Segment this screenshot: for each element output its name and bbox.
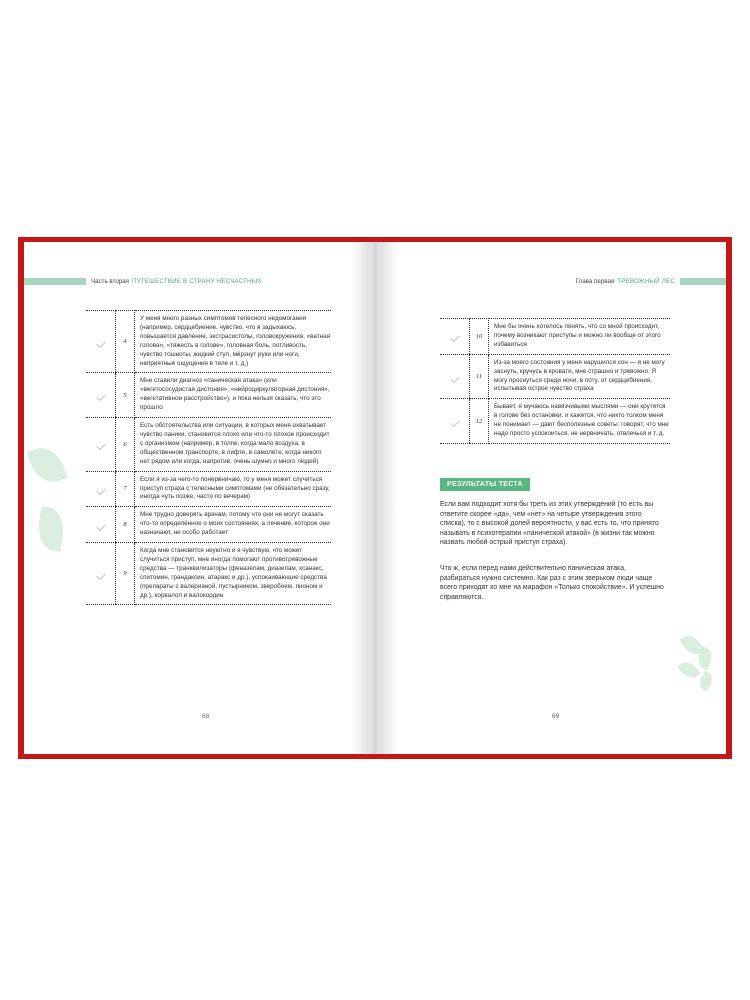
checkbox-cell[interactable] [86, 543, 116, 605]
item-number: 11 [470, 354, 489, 399]
checkmark-icon [450, 418, 459, 427]
checkbox-cell[interactable] [86, 471, 116, 507]
table-row [440, 354, 670, 399]
left-page [24, 242, 370, 754]
checkbox-cell[interactable] [440, 399, 470, 444]
item-statement: У меня много разных симптомов телесного недомогания (например, сердцебиение, чувство, что я задыхаюсь, повышается давление, экстрасистолы, головокружения, «ватная голова», «тяжесть в голове», головная боль, потливость, чувство тошноты, жидкий стул, мёрзнут руки или ноги, неприятные ощущения в теле и т. д.) [135, 311, 332, 373]
checkmark-icon [450, 333, 459, 342]
item-number: 12 [470, 399, 489, 444]
book-spine [370, 242, 380, 754]
results-paragraph-1: Если вам подходит хотя бы треть из этих утверждений (то есть вы ответите скорее «да», чем «нет» на четыре утверждения этого списка), то с высокой долей вероятности, у вас есть то, что принято называть в психотерапии «панической атакой» (в жизни так можно назвать любой острый приступ страха). [440, 501, 659, 547]
right-page [380, 242, 726, 754]
left-running-header [24, 276, 262, 287]
table-row [86, 373, 331, 418]
item-number: 4 [116, 311, 135, 373]
table-row [440, 399, 670, 444]
test-results-badge: РЕЗУЛЬТАТЫ ТЕСТА [440, 478, 530, 491]
checkbox-cell[interactable] [440, 354, 470, 399]
checkmark-icon [96, 392, 105, 401]
right-header-title: ТРЕВОЖНЫЙ ЛЕС [617, 278, 675, 285]
book-spread [18, 237, 732, 759]
checkbox-cell[interactable] [86, 507, 116, 543]
left-header-section: Часть вторая [91, 278, 130, 285]
checkmark-icon [96, 522, 105, 531]
item-statement: Бывает, я мучаюсь навязчивыми мыслями — они крутятся в голове без остановки, и кажется, что никто толком меня не понимает — дают бесполезные советы: говорят, что мне надо просто успокоиться, не нервничать, отвлечься и т. д. [489, 399, 671, 444]
item-number: 8 [116, 507, 135, 543]
item-statement: Мне ставили диагноз «паническая атака» (или «вегетососудистая дистония», «нейроциркуляторная дистония», «вегетативное расстройство»), и пока нельзя сказать, что это прошло [135, 373, 332, 418]
checkmark-icon [96, 441, 105, 450]
leaf-decoration [35, 506, 68, 552]
page-number-left: 68 [202, 713, 210, 720]
item-number: 7 [116, 471, 135, 507]
item-number: 5 [116, 373, 135, 418]
symptom-table-left [86, 310, 331, 605]
results-paragraph-2: Что ж, если перед нами действительно паническая атака, разбираться нужно системно. Как раз с этим зверьком люди чаще всего приходят ко мне на марафон «Только спокойствие». И успешно справляются. [440, 565, 664, 601]
item-number: 9 [116, 543, 135, 605]
item-statement: Когда мне становится неуютно и я чувствую, что может случиться приступ, мне иногда помогают противотревожные средства — транквилизаторы (феназепам, диазепам, ксанакс, спитомин, грандаксин, атаракс и др.), успокаивающие средства (препараты с валерианой, пустырником, зверобоем, пионом и др.), корвалол и валокордин [135, 543, 332, 605]
table-row [86, 311, 331, 373]
item-number: 10 [470, 319, 489, 355]
item-statement: Из-за моего состояния у меня нарушился сон — я не могу заснуть, кручусь в кровати, мне страшно и тревожно. Я могу проснуться среди ночи, в поту, от сердцебиения, испытывая острое чувство страха [489, 354, 671, 399]
page-number-right: 69 [552, 713, 560, 720]
table-row [86, 507, 331, 543]
checkbox-cell[interactable] [86, 311, 116, 373]
table-row [86, 471, 331, 507]
checkbox-cell[interactable] [86, 418, 116, 472]
left-header-title: ПУТЕШЕСТВИЕ В СТРАНУ НЕСЧАСТНЫХ [132, 278, 262, 285]
symptom-table-right [440, 318, 670, 444]
checkmark-icon [96, 486, 105, 495]
table-row [86, 543, 331, 605]
item-statement: Есть обстоятельства или ситуации, в которых меня охватывает чувство паники, становится плохо или что-то плохое происходит с организмом (например, в толпе, когда мало воздуха, в общественном транспорте, в лифте, в самолёте, когда никого нет рядом или когда, напротив, очень шумно и много людей) [135, 418, 332, 472]
right-running-header [576, 276, 726, 287]
item-number: 6 [116, 418, 135, 472]
item-statement: Мне трудно доверять врачам, потому что они не могут сказать что-то определённое о моих состояниях, а лечение, которое они назначают, не особо работает [135, 507, 332, 543]
item-statement: Мне бы очень хотелось понять, что со мной происходит, почему возникают приступы и можно ли вообще от этого избавиться [489, 319, 671, 355]
table-row [440, 319, 670, 355]
checkbox-cell[interactable] [440, 319, 470, 355]
leaf-decoration [26, 442, 67, 488]
checkmark-icon [450, 373, 459, 382]
item-statement: Если я из-за чего-то понервничаю, то у меня может случиться приступ страха с телесными симптомами (не обязательно сразу, иногда чуть позже, часто по вечерам) [135, 471, 332, 507]
checkmark-icon [96, 571, 105, 580]
checkmark-icon [96, 339, 105, 348]
right-header-section: Глава первая [575, 278, 615, 285]
checkbox-cell[interactable] [86, 373, 116, 418]
table-row [86, 418, 331, 472]
leaf-decoration [677, 658, 701, 682]
